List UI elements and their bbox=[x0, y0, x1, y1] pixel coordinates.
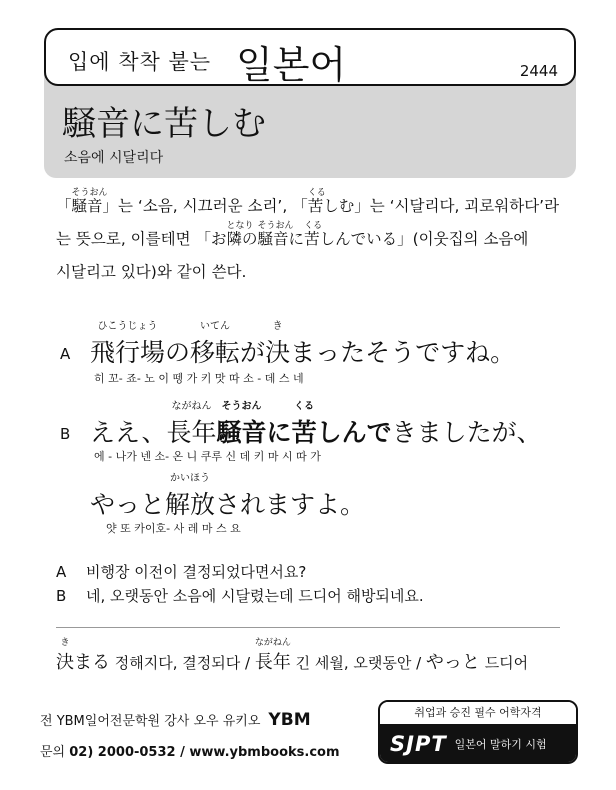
translation-a: A 비행장 이전이 결정되었다면서요? bbox=[56, 563, 307, 581]
series-subtitle: 입에 착착 붙는 bbox=[68, 50, 212, 74]
vocabulary-line: き 決まる 정해지다, 결정되다 / ながねん 長年 긴 세월, 오랫동안 / やっと 드디어 bbox=[56, 638, 529, 673]
series-title: 일본어 bbox=[236, 43, 347, 87]
page-subtitle: 소음에 시달리다 bbox=[64, 150, 164, 166]
page-title: 騒音に苦しむ bbox=[62, 104, 266, 144]
sjpt-ad-tagline: 취업과 승진 필수 어학자격 bbox=[380, 702, 576, 724]
dialogue-label-a: A bbox=[60, 345, 71, 363]
sjpt-ad-subtitle: 일본어 말하기 시험 bbox=[454, 738, 547, 751]
explanation-line-2: 는 뜻으로, 이를테면 「お となり 隣の そうおん 騒音に くる 苦しんでいる」(이웃집의 소음에 bbox=[56, 221, 529, 248]
author-credit: 전 YBM일어전문학원 강사 오우 유키오 YBM bbox=[40, 710, 311, 730]
divider bbox=[56, 627, 560, 628]
translation-b: B 네, 오랫동안 소음에 시달렸는데 드디어 해방되네요. bbox=[56, 587, 424, 605]
dialogue-line-b-2: やっと かいほう 解放されますよ。 bbox=[90, 473, 366, 519]
explanation-line-1: 「 そうおん 騒音」는 ‘소음, 시끄러운 소리’, 「 くる 苦しむ」는 ‘시달리다, 괴로워하다’라 bbox=[56, 188, 560, 215]
sjpt-ad bbox=[378, 700, 578, 764]
dialogue-line-b: ええ、 ながねん 長年 そうおん 騒音に くる 苦しんできましたが、 bbox=[90, 401, 542, 447]
dialogue-label-b: B bbox=[60, 425, 71, 443]
pronunciation-b: 에 - 나가 넨 소- 온 니 쿠루 신 데 키 마 시 따 가 bbox=[94, 450, 321, 463]
dialogue-line-a: ひこうじょう 飛行場の いてん 移転が き 決まったそうですね。 bbox=[90, 321, 516, 367]
pronunciation-b-2: 얏 또 카이호- 사 레 마 스 요 bbox=[106, 522, 241, 535]
ybm-logo: YBM bbox=[268, 710, 311, 730]
series-header bbox=[44, 28, 576, 86]
explanation-line-3: 시달리고 있다)와 같이 쓴다. bbox=[56, 263, 247, 281]
contact-info: 문의 02) 2000-0532 / www.ybmbooks.com bbox=[40, 745, 340, 760]
sjpt-logo: SJPT bbox=[390, 732, 447, 756]
episode-number: 2444 bbox=[519, 62, 558, 80]
explanation-paragraph bbox=[56, 190, 566, 289]
pronunciation-a: 히 꼬- 죠- 노 이 뗑 가 키 맛 따 소 - 데 스 네 bbox=[94, 372, 304, 385]
